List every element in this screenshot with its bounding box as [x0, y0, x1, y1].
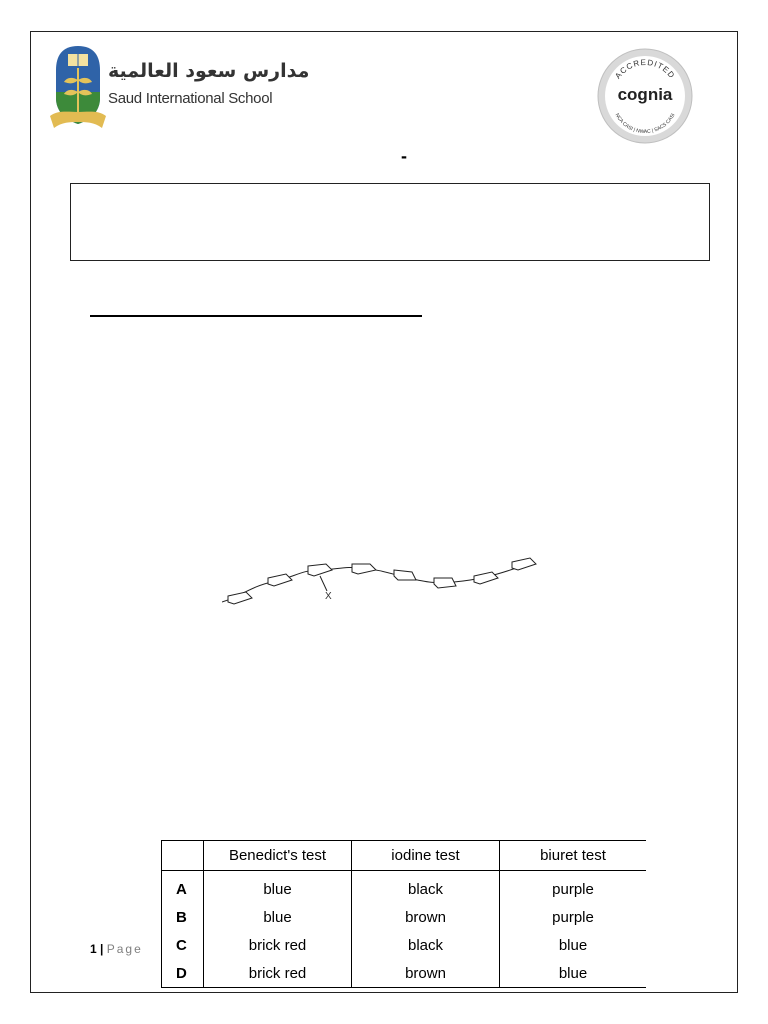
header-dash: - [401, 146, 407, 166]
iodine-result: brown [352, 959, 500, 988]
table-header-cell: biuret test [500, 841, 647, 871]
page-number: 1 [90, 942, 97, 956]
title-box [70, 183, 710, 261]
benedict-result: blue [204, 871, 352, 904]
footer-separator: | [100, 942, 104, 956]
biuret-result: blue [500, 959, 647, 988]
benedict-result: blue [204, 903, 352, 931]
table-header-row [162, 841, 647, 871]
table-row[interactable] [162, 959, 647, 988]
table-row[interactable] [162, 903, 647, 931]
school-name-english: Saud International School [108, 90, 273, 107]
monomer-unit [308, 564, 332, 576]
school-crest-logo [48, 40, 108, 132]
monomer-unit [394, 570, 416, 580]
seal-bottom-text: NCA CASI | NWAC | SACS CASI [613, 112, 677, 136]
monomer-unit [228, 592, 252, 604]
table-row[interactable] [162, 871, 647, 904]
iodine-result: black [352, 931, 500, 959]
answer-options-table [161, 840, 646, 988]
table-row[interactable] [162, 931, 647, 959]
school-name-arabic: مدارس سعود العالمية [108, 60, 310, 82]
marker-leader-line [320, 576, 327, 591]
cognia-accreditation-seal [596, 47, 694, 145]
benedict-result: brick red [204, 931, 352, 959]
seal-brand-text: cognia [617, 85, 673, 104]
monomer-unit [268, 574, 292, 586]
iodine-result: brown [352, 903, 500, 931]
table-header-cell: Benedict's test [204, 841, 352, 871]
iodine-result: black [352, 871, 500, 904]
seal-top-text: ACCREDITED [613, 57, 677, 81]
biuret-result: purple [500, 871, 647, 904]
page-label: Page [106, 942, 143, 956]
biuret-result: purple [500, 903, 647, 931]
monomer-unit [512, 558, 536, 570]
table-header-cell: iodine test [352, 841, 500, 871]
option-key: B [162, 903, 204, 931]
polymer-chain-diagram [222, 552, 542, 618]
option-key: A [162, 871, 204, 904]
benedict-result: brick red [204, 959, 352, 988]
monomer-unit [352, 564, 376, 574]
page-footer [90, 942, 143, 956]
monomer-unit [434, 578, 456, 588]
table-header-cell [162, 841, 204, 871]
monomer-unit [474, 572, 498, 584]
option-key: D [162, 959, 204, 988]
section-underline [90, 315, 422, 317]
option-key: C [162, 931, 204, 959]
biuret-result: blue [500, 931, 647, 959]
marker-label: X [325, 591, 332, 602]
